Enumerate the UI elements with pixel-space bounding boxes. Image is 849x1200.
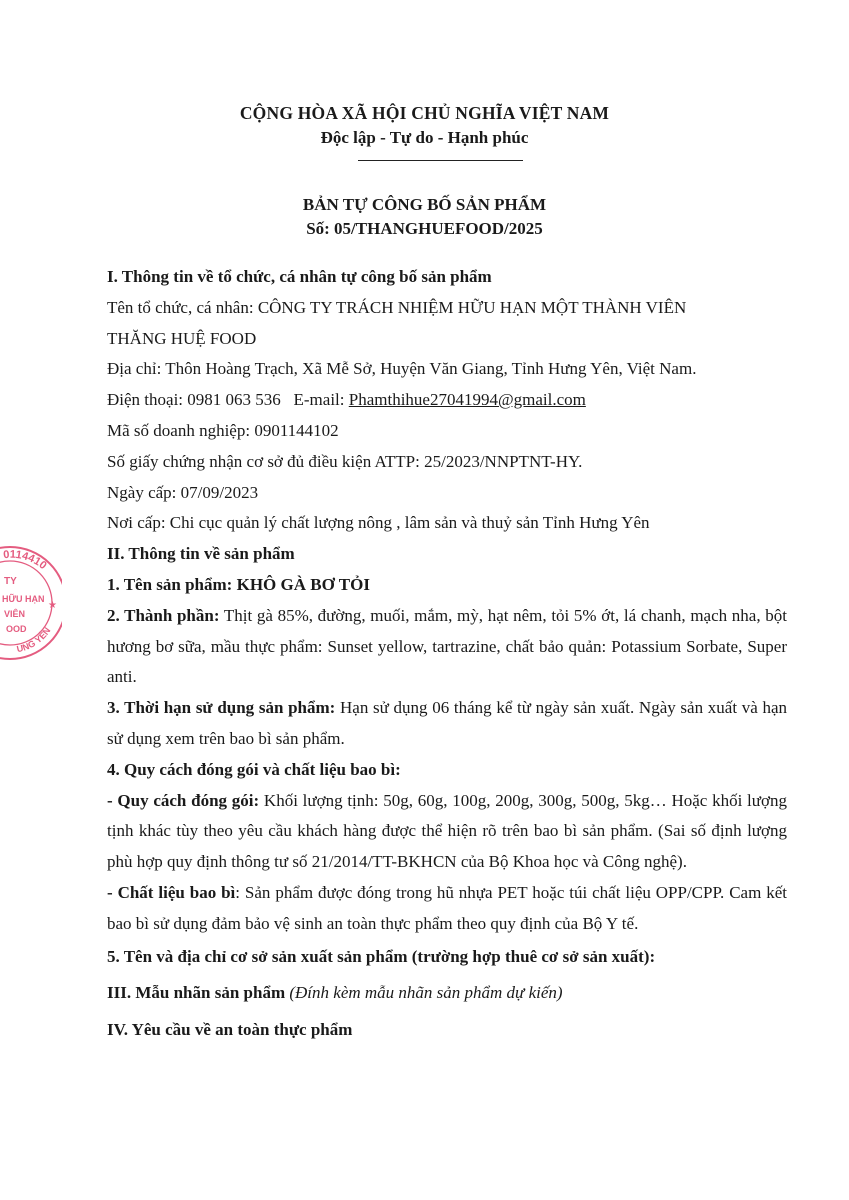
seal-line3: VIÊN [4, 609, 26, 619]
section2-heading: II. Thông tin về sản phẩm [107, 544, 295, 564]
section1-heading: I. Thông tin về tổ chức, cá nhân tự công bố sản phẩm [107, 267, 492, 286]
nation-title: CỘNG HÒA XÃ HỘI CHỦ NGHĨA VIỆT NAM [239, 103, 610, 123]
cert-issuer: Nơi cấp: Chi cục quản lý chất lượng nông , lâm sản và thuỷ sản Tỉnh Hưng Yên [107, 513, 650, 533]
org-name-line1: Tên tổ chức, cá nhân: CÔNG TY TRÁCH NHIỆM HỮU HẠN MỘT THÀNH VIÊN [107, 297, 687, 317]
seal-line2: HỮU HẠN [2, 594, 45, 604]
seal-star-icon: ★ [48, 600, 57, 611]
packing-label: - Quy cách đóng gói: [107, 790, 260, 810]
food-safety-cert: Số giấy chứng nhận cơ sở đủ điều kiện ATTP: 25/2023/NNPTNT-HY. [107, 451, 583, 471]
org-address: Địa chỉ: Thôn Hoàng Trạch, Xã Mễ Sở, Huyện Văn Giang, Tỉnh Hưng Yên, Việt Nam. [107, 359, 697, 379]
shelf-life-text: Hạn sử dụng 06 tháng kể từ ngày sản xuất. Ngày sản xuất và hạn sử dụng xem trên bao bì sản phẩm. [107, 698, 787, 748]
section4-heading: IV. Yêu cầu về an toàn thực phẩm [107, 1020, 353, 1040]
product-name [107, 570, 787, 601]
company-seal-stamp [0, 528, 62, 678]
email-link[interactable]: Phamthihue27041994@gmail.com [348, 390, 586, 410]
document-title: BẢN TỰ CÔNG BỐ SẢN PHẨM [302, 195, 547, 214]
seal-graphic [0, 528, 62, 678]
ingredients [107, 601, 787, 693]
document-number: Số: 05/THANGHUEFOOD/2025 [306, 219, 543, 238]
seal-arc-top-text: 0114410 [2, 548, 49, 572]
section3-heading: III. Mẫu nhãn sản phẩm [107, 983, 290, 1003]
seal-line1: TY [4, 576, 17, 587]
material-label: - Chất liệu bao bì [107, 882, 236, 902]
org-name-line2: THĂNG HUỆ FOOD [107, 328, 257, 348]
packing-spec [107, 786, 787, 878]
document-body [107, 262, 787, 1046]
ingredients-label: 2. Thành phần: [107, 605, 220, 625]
product-name-label: 1. Tên sản phẩm: [107, 574, 237, 594]
section3-note: (Đính kèm mẫu nhãn sản phẩm dự kiến) [289, 983, 563, 1003]
shelf-life [107, 693, 787, 755]
material-text: : Sản phẩm được đóng trong hũ nhựa PET hoặc túi chất liệu OPP/CPP. Cam kết bao bì sử dụng đảm bảo vệ sinh an toàn thực phẩm theo quy định của Bộ Y tế. [107, 882, 787, 933]
tax-code: Mã số doanh nghiệp: 0901144102 [107, 420, 339, 440]
svg-text:0114410 [3, 549, 49, 572]
product-name-value: KHÔ GÀ BƠ TỎI [236, 574, 370, 594]
ingredients-text: Thịt gà 85%, đường, muối, mắm, mỳ, hạt nêm, tỏi 5% ớt, lá chanh, mạch nha, bột hương bơ sữa, mầu thực phẩm: Sunset yellow, tartrazine, chất bảo quản: Potassium Sorbate, Super anti. [107, 605, 787, 687]
producer-heading: 5. Tên và địa chỉ cơ sở sản xuất sản phẩm (trường hợp thuê cơ sở sản xuất): [107, 946, 656, 966]
packing-text: Khối lượng tịnh: 50g, 60g, 100g, 200g, 300g, 500g, 5kg… Hoặc khối lượng tịnh khác tùy theo yêu cầu khách hàng được thể hiện rõ trên bao bì sản phẩm. (Sai số định lượng phù hợp quy định thông tư số 21/2014/TT-BKHCN của Bộ Khoa học và Công nghệ). [107, 790, 787, 872]
seal-line4: OOD [6, 624, 27, 634]
contact-line [107, 385, 787, 416]
packaging-material [107, 878, 787, 940]
cert-issue-date: Ngày cấp: 07/09/2023 [107, 482, 259, 502]
shelf-life-label: 3. Thời hạn sử dụng sản phẩm: [107, 698, 336, 718]
section3-line [107, 978, 787, 1009]
phone-label: Điện thoại: 0981 063 536 E-mail: [107, 390, 349, 410]
national-motto: Độc lập - Tự do - Hạnh phúc [320, 128, 529, 147]
seal-arc-bottom-text: UNG YÊN [15, 625, 53, 655]
packaging-heading: 4. Quy cách đóng gói và chất liệu bao bì: [107, 759, 401, 779]
header-divider [358, 160, 523, 161]
